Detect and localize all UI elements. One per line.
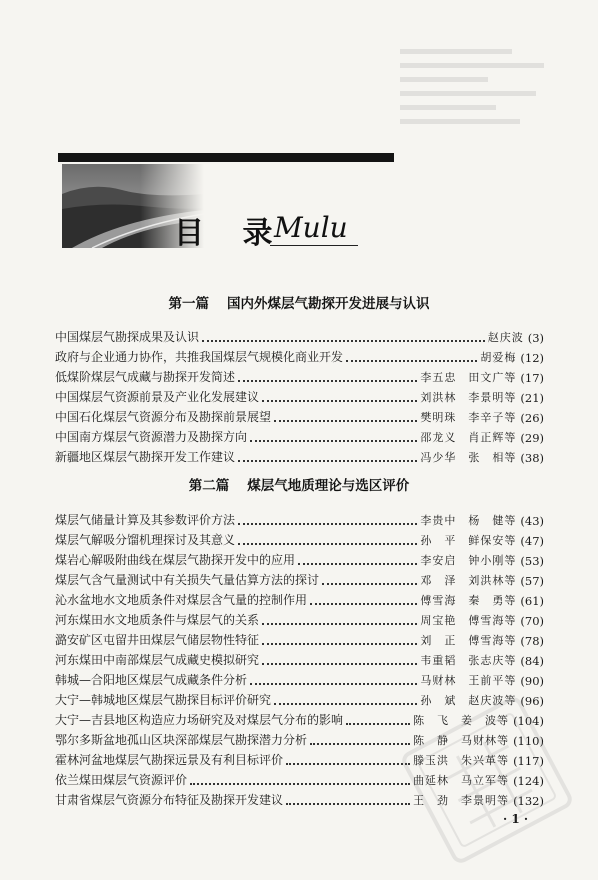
toc-entry[interactable]: 潞安矿区屯留井田煤层气储层物性特征 刘 正 傅雪海等 (78) bbox=[55, 633, 544, 648]
toc-entry[interactable]: 低煤阶煤层气成藏与勘探开发简述 李五忠 田文广等 (17) bbox=[55, 370, 544, 385]
toc-entry[interactable]: 沁水盆地水文地质条件对煤层含气量的控制作用 傅雪海 秦 勇等 (61) bbox=[55, 593, 544, 608]
toc-list-1 bbox=[55, 325, 544, 465]
leader-dots bbox=[262, 399, 417, 402]
leader-dots bbox=[262, 642, 417, 645]
toc-entry[interactable]: 甘肃省煤层气资源分布特征及勘探开发建议 王 劲 李景明等 (132) bbox=[55, 793, 544, 808]
bleed-through-marks bbox=[400, 40, 560, 150]
toc-entry[interactable]: 中国煤层气勘探成果及认识 赵庆波 (3) bbox=[55, 330, 544, 345]
toc-entry[interactable]: 煤层气解吸分馏机理探讨及其意义 孙 平 鲜保安等 (47) bbox=[55, 533, 544, 548]
page-title: 目 录 bbox=[174, 216, 287, 251]
toc-entry[interactable]: 鄂尔多斯盆地孤山区块深部煤层气勘探潜力分析 陈 静 马财林等 (110) bbox=[55, 733, 544, 748]
leader-dots bbox=[238, 459, 417, 462]
toc-entry[interactable]: 河东煤田水文地质条件与煤层气的关系 周宝艳 傅雪海等 (70) bbox=[55, 613, 544, 628]
watermark-stamp-icon bbox=[392, 690, 582, 870]
leader-dots bbox=[238, 542, 417, 545]
section-heading-2 bbox=[0, 474, 598, 494]
leader-dots bbox=[346, 359, 477, 362]
toc-entry[interactable]: 中国煤层气资源前景及产业化发展建议 刘洪林 李景明等 (21) bbox=[55, 390, 544, 405]
toc-entry[interactable]: 河东煤田中南部煤层气成藏史模拟研究 韦重韬 张志庆等 (84) bbox=[55, 653, 544, 668]
toc-entry[interactable]: 中国石化煤层气资源分布及勘探前景展望 樊明珠 李辛子等 (26) bbox=[55, 410, 544, 425]
leader-dots bbox=[238, 522, 417, 525]
section-number: 第二篇 bbox=[188, 478, 230, 494]
toc-entry[interactable]: 煤层气储量计算及其参数评价方法 李贵中 杨 健等 (43) bbox=[55, 513, 544, 528]
leader-dots bbox=[298, 562, 417, 565]
leader-dots bbox=[202, 339, 485, 342]
toc-entry[interactable]: 霍林河盆地煤层气勘探远景及有利目标评价 滕玉洪 朱兴革等 (117) bbox=[55, 753, 544, 768]
leader-dots bbox=[250, 439, 417, 442]
page-title-latin: Mulu bbox=[270, 211, 358, 246]
leader-dots bbox=[250, 682, 417, 685]
section-heading-1 bbox=[0, 292, 598, 312]
leader-dots bbox=[310, 602, 417, 605]
section-number: 第一篇 bbox=[168, 296, 209, 312]
toc-entry[interactable]: 韩城—合阳地区煤层气成藏条件分析 马财林 王前平等 (90) bbox=[55, 673, 544, 688]
leader-dots bbox=[274, 419, 417, 422]
toc-entry[interactable]: 煤层气含气量测试中有关损失气量估算方法的探讨 邓 泽 刘洪林等 (57) bbox=[55, 573, 544, 588]
page-number: · 1 · bbox=[503, 812, 529, 826]
leader-dots bbox=[238, 379, 417, 382]
leader-dots bbox=[190, 782, 410, 785]
toc-entry[interactable]: 煤岩心解吸附曲线在煤层气勘探开发中的应用 李安启 钟小刚等 (53) bbox=[55, 553, 544, 568]
toc-entry[interactable]: 依兰煤田煤层气资源评价 曲延林 马立军等 (124) bbox=[55, 773, 544, 788]
toc-entry[interactable]: 中国南方煤层气资源潜力及勘探方向 邵龙义 肖正辉等 (29) bbox=[55, 430, 544, 445]
leader-dots bbox=[262, 662, 417, 665]
section-title: 国内外煤层气勘探开发进展与认识 bbox=[227, 296, 430, 312]
toc-entry[interactable]: 政府与企业通力协作，共推我国煤层气规模化商业开发 胡爱梅 (12) bbox=[55, 350, 544, 365]
section-title: 煤层气地质理论与选区评价 bbox=[247, 478, 410, 494]
header-rule bbox=[58, 153, 394, 162]
toc-entry[interactable]: 新疆地区煤层气勘探开发工作建议 冯少华 张 相等 (38) bbox=[55, 450, 544, 465]
toc-entry[interactable]: 大宁—吉县地区构造应力场研究及对煤层气分布的影响 陈 飞 姜 波等 (104) bbox=[55, 713, 544, 728]
toc-entry[interactable]: 大宁—韩城地区煤层气勘探目标评价研究 孙 斌 赵庆波等 (96) bbox=[55, 693, 544, 708]
leader-dots bbox=[262, 622, 417, 625]
leader-dots bbox=[322, 582, 417, 585]
